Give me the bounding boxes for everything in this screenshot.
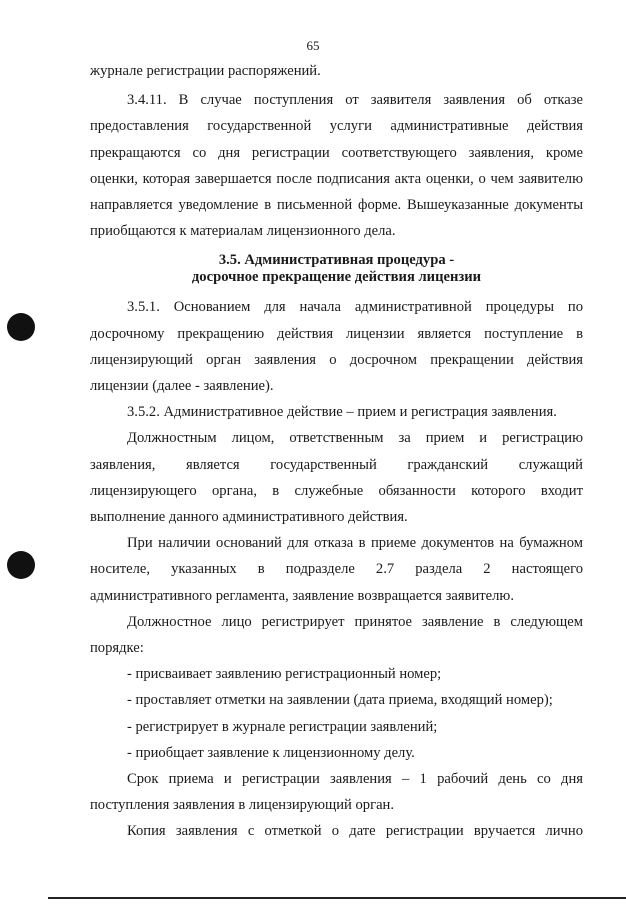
text-line: 3.4.11. В случае поступления от заявителя заявления об отказе xyxy=(127,92,583,109)
text-line: Должностным лицом, ответственным за прием и регистрацию xyxy=(127,430,583,447)
text-line: порядке: xyxy=(90,640,144,657)
registration-steps-list xyxy=(90,661,583,766)
text-line: направляется уведомление в письменной форме. Вышеуказанные документы xyxy=(90,197,583,214)
paragraph-registration-order xyxy=(90,609,583,661)
list-item: - проставляет отметки на заявлении (дата приема, входящий номер); xyxy=(127,692,553,709)
section-heading xyxy=(90,252,583,286)
paragraph-3-5-2: 3.5.2. Административное действие – прием и регистрация заявления. xyxy=(127,404,557,421)
text-line: лицензирующий орган заявления о досрочном прекращении действия xyxy=(90,351,583,368)
page-content xyxy=(90,58,583,845)
list-item: - присваивает заявлению регистрационный номер; xyxy=(127,666,442,683)
text-line: административного регламента, заявление возвращается заявителю. xyxy=(90,587,514,604)
paragraph-3-5-1 xyxy=(90,294,583,399)
paragraph-continuation: журнале регистрации распоряжений. xyxy=(90,63,321,79)
section-heading-line2: досрочное прекращение действия лицензии xyxy=(191,269,482,286)
paragraph-refusal-grounds xyxy=(90,530,583,609)
paragraph-copy-delivery: Копия заявления с отметкой о дате регистрации вручается лично xyxy=(127,823,583,840)
paragraph-responsible-person xyxy=(90,425,583,530)
text-line: предоставления государственной услуги административные действия xyxy=(90,118,583,135)
paragraph-deadline xyxy=(90,766,583,818)
list-item: - приобщает заявление к лицензионному делу. xyxy=(127,744,415,761)
section-heading-line1: 3.5. Административная процедура - xyxy=(218,252,455,269)
page-number: 65 xyxy=(306,38,320,53)
text-line: Должностное лицо регистрирует принятое заявление в следующем xyxy=(127,613,583,630)
text-line: Срок приема и регистрации заявления – 1 рабочий день со дня xyxy=(127,771,583,788)
text-line: 3.5.1. Основанием для начала административной процедуры по xyxy=(127,299,583,316)
punch-hole-mark xyxy=(7,551,35,579)
paragraph-3-4-11 xyxy=(90,87,583,244)
scan-edge-line xyxy=(48,897,626,899)
text-line: прекращаются со дня регистрации соответствующего заявления, кроме xyxy=(90,144,583,161)
list-item: - регистрирует в журнале регистрации заявлений; xyxy=(127,718,438,735)
text-line: досрочному прекращению действия лицензии является поступление в xyxy=(90,325,583,342)
text-line: При наличии оснований для отказа в приеме документов на бумажном xyxy=(127,535,583,552)
text-line: оценки, которая завершается после подписания акта оценки, о чем заявителю xyxy=(90,170,583,187)
text-line: поступления заявления в лицензирующий орган. xyxy=(90,797,395,814)
text-line: лицензии (далее - заявление). xyxy=(90,378,274,395)
text-line: выполнение данного административного действия. xyxy=(90,509,408,526)
text-line: лицензирующего органа, в служебные обязанности которого входит xyxy=(90,482,583,499)
text-line: носителе, указанных в подразделе 2.7 раздела 2 настоящего xyxy=(90,561,583,578)
punch-hole-mark xyxy=(7,313,35,341)
text-line: заявления, является государственный гражданский служащий xyxy=(90,456,583,473)
text-line: приобщаются к материалам лицензионного дела. xyxy=(90,223,396,240)
